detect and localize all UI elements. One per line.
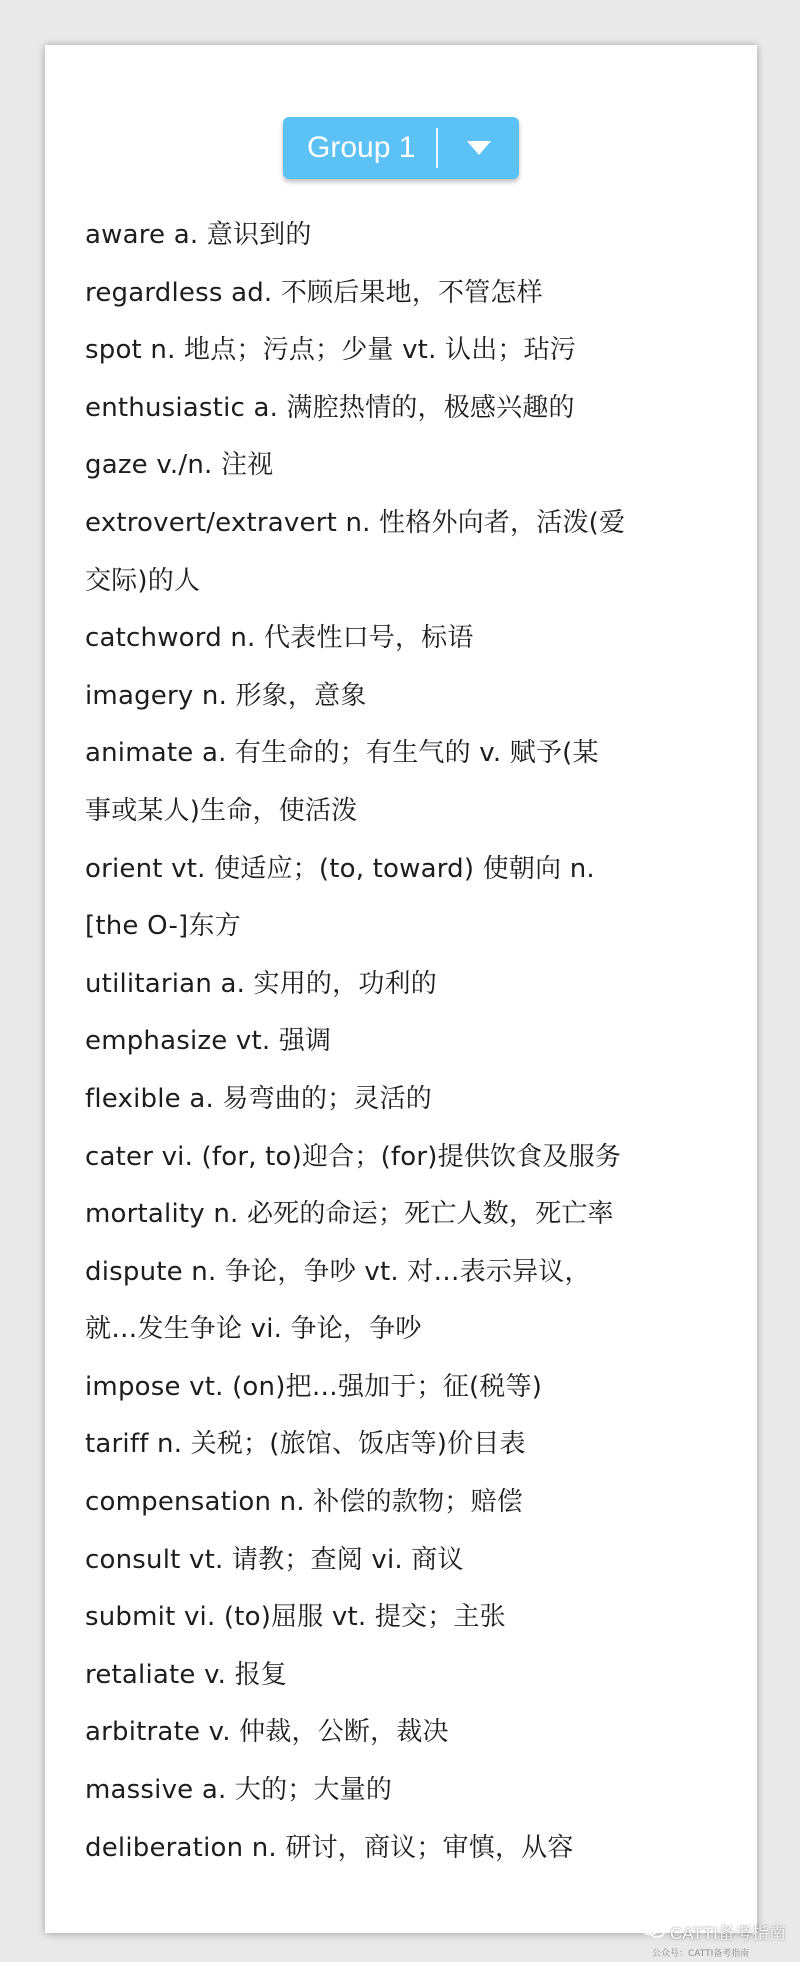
vocabulary-entry: mortality n. 必死的命运；死亡人数，死亡率	[85, 1199, 614, 1230]
wechat-icon	[640, 1918, 666, 1944]
vocabulary-entry: emphasize vt. 强调	[85, 1026, 332, 1057]
vocabulary-entry: imagery n. 形象，意象	[85, 680, 367, 711]
vocabulary-entry: regardless ad. 不顾后果地，不管怎样	[85, 277, 543, 308]
vocabulary-entry: submit vi. (to)屈服 vt. 提交；主张	[85, 1602, 506, 1633]
vocabulary-card	[45, 45, 757, 1933]
vocabulary-entry: enthusiastic a. 满腔热情的，极感兴趣的	[85, 392, 575, 423]
vocabulary-entry: animate a. 有生命的；有生气的 v. 赋予(某	[85, 738, 599, 769]
vocabulary-entry: 交际)的人	[85, 565, 201, 596]
watermark	[640, 1918, 786, 1944]
vocabulary-entry: retaliate v. 报复	[85, 1659, 287, 1690]
vocabulary-entry: deliberation n. 研讨，商议；审慎，从容	[85, 1832, 574, 1863]
vocabulary-entry: compensation n. 补偿的款物；赔偿	[85, 1487, 523, 1518]
vocabulary-entry: aware a. 意识到的	[85, 220, 312, 250]
vocabulary-entry: utilitarian a. 实用的，功利的	[85, 968, 437, 999]
vocabulary-entry: tariff n. 关税；(旅馆、饭店等)价目表	[85, 1429, 526, 1460]
vocabulary-entry: 事或某人)生命，使活泼	[85, 795, 358, 826]
vocabulary-entry: catchword n. 代表性口号，标语	[85, 623, 474, 654]
vocabulary-entry: flexible a. 易弯曲的；灵活的	[85, 1083, 432, 1114]
vocabulary-entry: consult vt. 请教；查阅 vi. 商议	[85, 1544, 464, 1575]
vocabulary-entry: [the O-]东方	[85, 911, 241, 942]
vocabulary-entry: gaze v./n. 注视	[85, 450, 274, 481]
watermark-text: CATTI备考指南	[670, 1923, 786, 1943]
vocabulary-entry: spot n. 地点；污点；少量 vt. 认出；玷污	[85, 335, 576, 366]
caret-down-icon[interactable]	[438, 139, 519, 157]
vocabulary-entry: 就…发生争论 vi. 争论，争吵	[85, 1314, 422, 1345]
group-label: Group 1	[307, 131, 416, 164]
vocabulary-entry: impose vt. (on)把…强加于；征(税等)	[85, 1371, 543, 1402]
watermark-small-text: 公众号：CATTI备考指南	[652, 1949, 750, 1959]
vocabulary-entry: orient vt. 使适应；(to, toward) 使朝向 n.	[85, 853, 595, 884]
vocabulary-list	[85, 207, 735, 1877]
vocabulary-entry: dispute n. 争论，争吵 vt. 对…表示异议，	[85, 1256, 591, 1287]
vocabulary-entry: massive a. 大的；大量的	[85, 1775, 393, 1806]
vocabulary-entry: extrovert/extravert n. 性格外向者，活泼(爱	[85, 507, 626, 538]
group-dropdown-button[interactable]	[283, 117, 519, 179]
vocabulary-entry: cater vi. (for, to)迎合；(for)提供饮食及服务	[85, 1141, 622, 1172]
vocabulary-entry: arbitrate v. 仲裁，公断，裁决	[85, 1717, 449, 1748]
